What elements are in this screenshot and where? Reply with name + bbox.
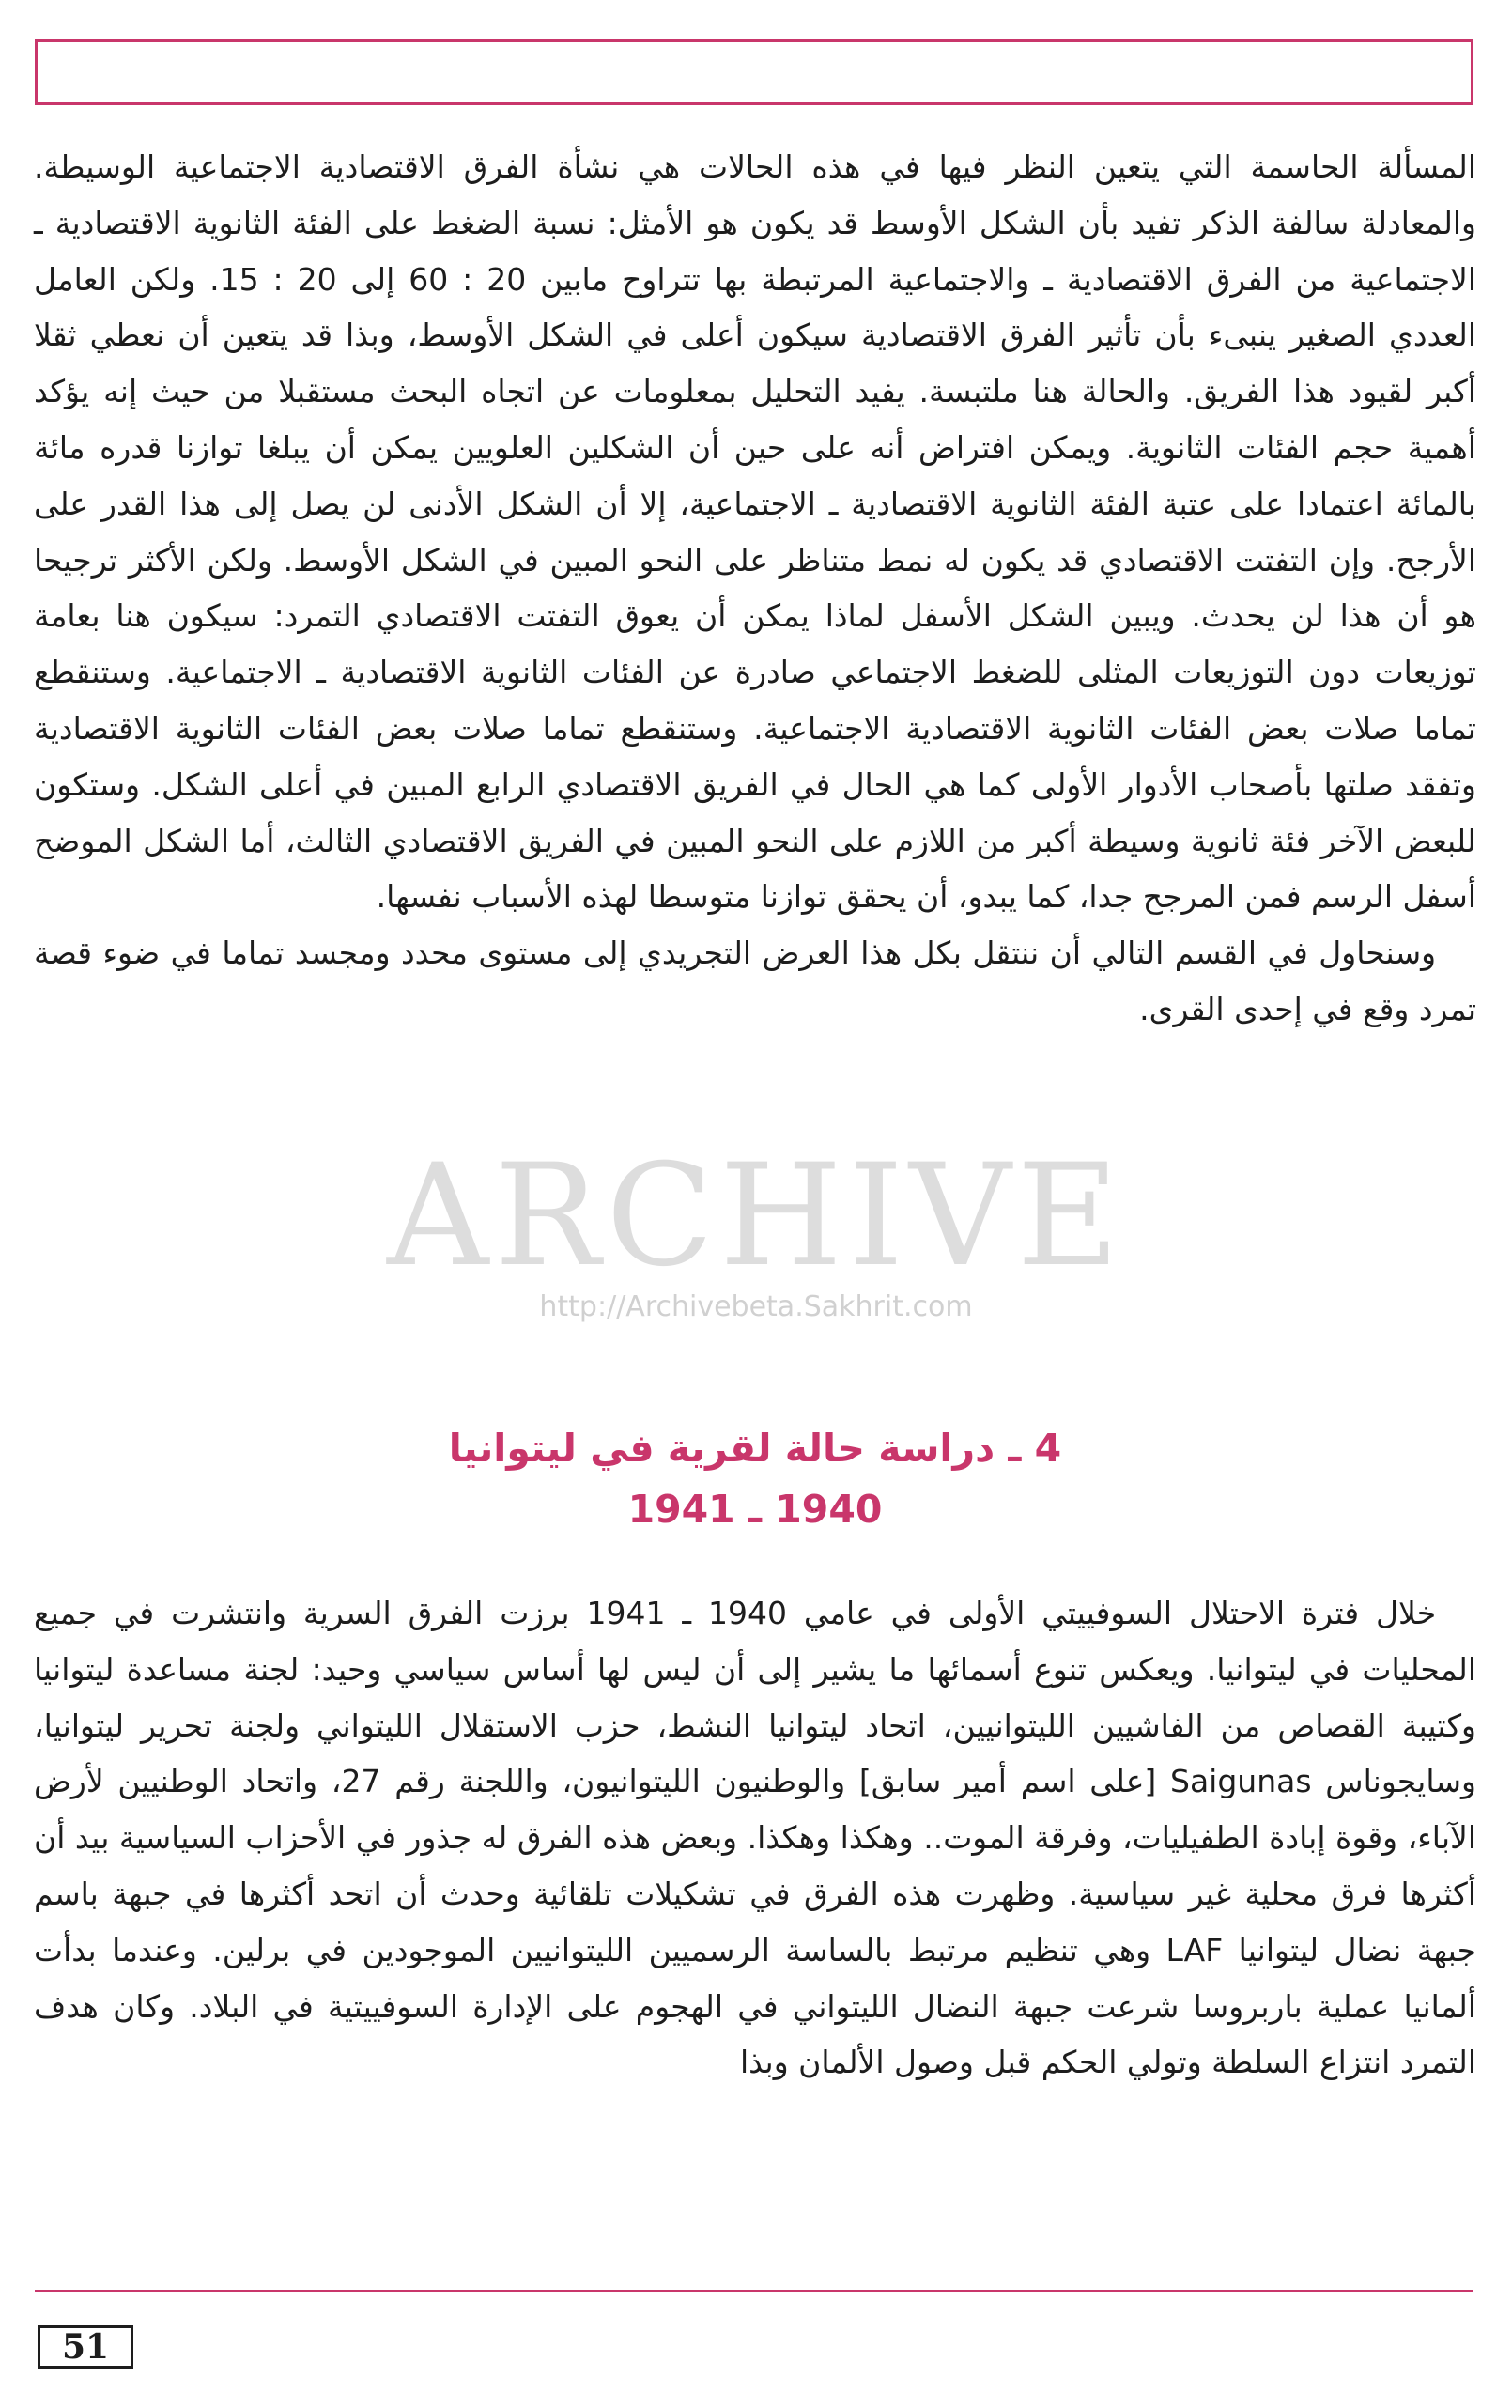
section-heading-years: 1940 ـ 1941: [627, 1487, 883, 1532]
body-text-lower: [34, 1585, 1476, 2091]
section-heading: [34, 1418, 1476, 1540]
watermark-url: http://Archivebeta.Sakhrit.com: [539, 1290, 973, 1323]
archive-watermark: [0, 1135, 1512, 1324]
paragraph: خلال فترة الاحتلال السوفييتي الأولى في عامي 1940 ـ 1941 برزت الفرق السرية وانتشرت في جميع المحليات في ليتوانيا. ويعكس تنوع أسمائها ما يشير إلى أن ليس لها أساس سياسي وحيد: لجنة مساعدة ليتوانيا وكتيبة القصاص من الفاشيين الليتوانيين، اتحاد ليتوانيا النشط، حزب الاستقلال الليتواني ولجنة تحرير ليتوانيا، وسايجوناس Saigunas [على اسم أمير سابق] والوطنيون الليتوانيون، واللجنة رقم 27، واتحاد الوطنيين لأرض الآباء، وقوة إبادة الطفيليات، وفرقة الموت.. وهكذا وهكذا. وبعض هذه الفرق له جذور في الأحزاب السياسية بيد أن أكثرها فرق محلية غير سياسية. وظهرت هذه الفرق في تشكيلات تلقائية وحدث أن اتحد أكثرها في جبهة باسم جبهة نضال ليتوانيا LAF وهي تنظيم مرتبط بالساسة الرسميين الليتوانيين الموجودين في برلين. وعندما بدأت ألمانيا عملية باربروسا شرعت جبهة النضال الليتواني في الهجوم على الإدارة السوفييتية في البلاد. وكان هدف التمرد انتزاع السلطة وتولي الحكم قبل وصول الألمان وبذا: [34, 1595, 1477, 2081]
section-heading-title: 4 ـ دراسة حالة لقرية في ليتوانيا: [448, 1426, 1062, 1471]
page-number: 51: [38, 2325, 133, 2369]
footer-divider: [35, 2290, 1473, 2292]
paragraph: المسألة الحاسمة التي يتعين النظر فيها في هذه الحالات هي نشأة الفرق الاقتصادية الاجتماعية الوسيطة. والمعادلة سالفة الذكر تفيد بأن الشكل الأوسط قد يكون هو الأمثل: نسبة الضغط على الفئة الثانوية الاقتصادية ـ الاجتماعية من الفرق الاقتصادية ـ والاجتماعية المرتبطة بها تتراوح مابين 20 : 60 إلى 20 : 15. ولكن العامل العددي الصغير ينبىء بأن تأثير الفرق الاقتصادية سيكون أعلى في الشكل الأوسط، وبذا قد يتعين أن نعطي ثقلا أكبر لقيود هذا الفريق. والحالة هنا ملتبسة. يفيد التحليل بمعلومات عن اتجاه البحث مستقبلا من حيث إنه يؤكد أهمية حجم الفئات الثانوية. ويمكن افتراض أنه على حين أن الشكلين العلويين يمكن أن يبلغا توازنا قدره مائة بالمائة اعتمادا على عتبة الفئة الثانوية الاقتصادية ـ الاجتماعية، إلا أن الشكل الأدنى لن يصل إلى هذا القدر على الأرجح. وإن التفتت الاقتصادي قد يكون له نمط متناظر على النحو المبين في الشكل الأوسط. ولكن الأكثر ترجيحا هو أن هذا لن يحدث. ويبين الشكل الأسفل لماذا يمكن أن يعوق التفتت الاقتصادي التمرد: سيكون هنا بعامة توزيعات دون التوزيعات المثلى للضغط الاجتماعي صادرة عن الفئات الثانوية الاقتصادية ـ الاجتماعية. وستنقطع تماما صلات بعض الفئات الثانوية الاقتصادية الاجتماعية. وستنقطع تماما صلات بعض الفئات الثانوية الاقتصادية وتفقد صلتها بأصحاب الأدوار الأولى كما هي الحال في الفريق الاقتصادي الرابع المبين في أعلى الشكل. وستكون للبعض الآخر فئة ثانوية وسيطة أكبر من اللازم على النحو المبين في الفريق الاقتصادي الثالث، أما الشكل الموضح أسفل الرسم فمن المرجح جدا، كما يبدو، أن يحقق توازنا متوسطا لهذه الأسباب نفسها.: [34, 148, 1477, 916]
body-text-upper: [34, 139, 1476, 1038]
paragraph: وسنحاول في القسم التالي أن ننتقل بكل هذا العرض التجريدي إلى مستوى محدد ومجسد تماما في ضوء قصة تمرد وقع في إحدى القرى.: [34, 934, 1476, 1027]
watermark-title: ARCHIVE: [387, 1135, 1125, 1298]
header-frame: [35, 39, 1473, 105]
